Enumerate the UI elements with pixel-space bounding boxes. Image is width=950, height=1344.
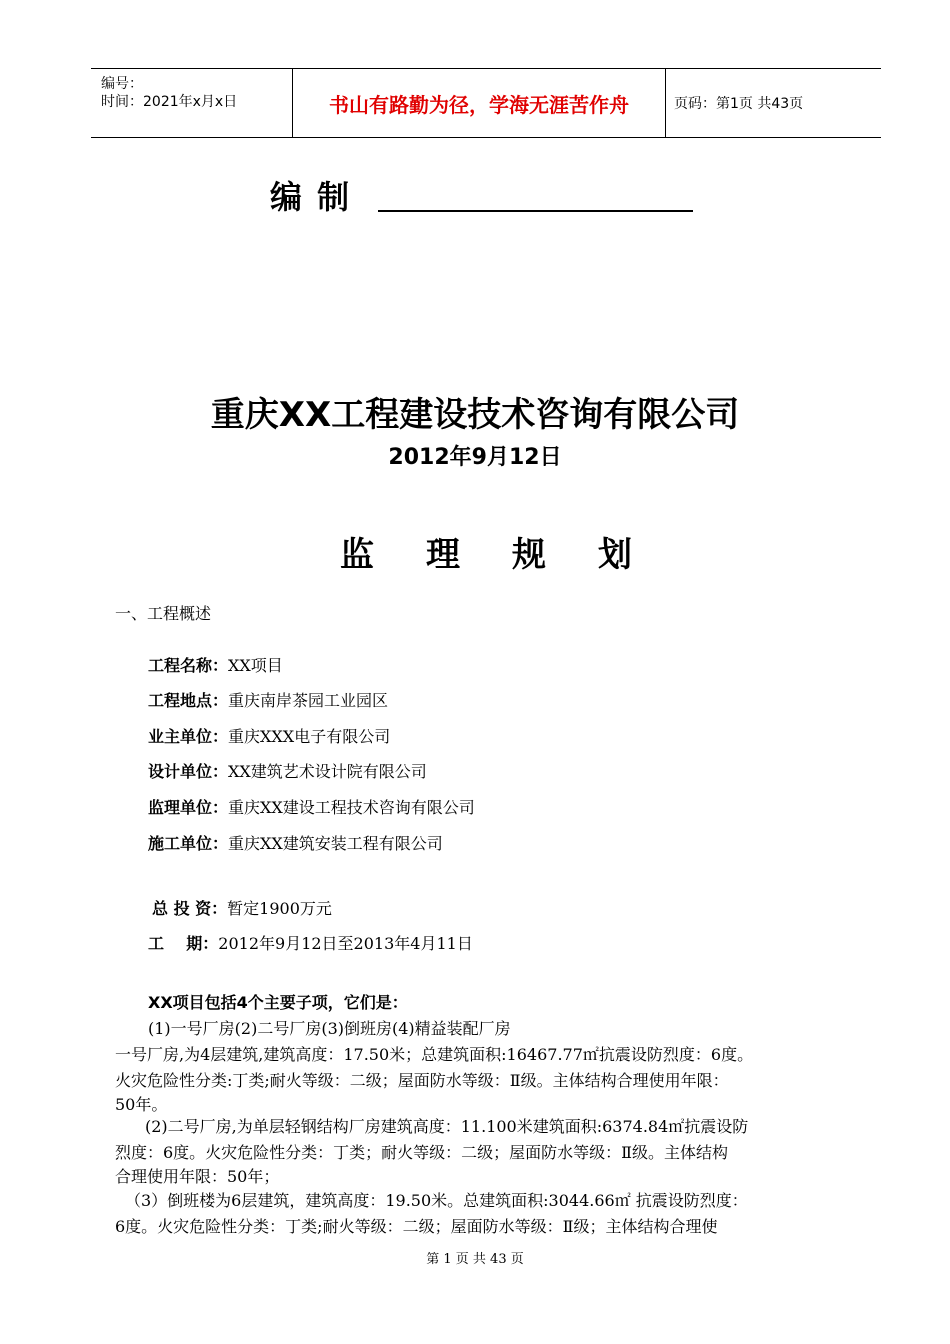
body-line: 火灾危险性分类:丁类;耐火等级：二级；屋面防水等级：Ⅱ级。主体结构合理使用年限： xyxy=(115,1071,729,1090)
field-supervisor xyxy=(148,795,475,818)
field-label: 设计单位： xyxy=(148,762,229,781)
body-line: (1)一号厂房(2)二号厂房(3)倒班房(4)精益装配厂房 xyxy=(148,1019,511,1038)
body-intro: XX项目包括4个主要子项，它们是： xyxy=(148,993,408,1012)
page-header xyxy=(91,68,881,138)
header-motto: 书山有路勤为径，学海无涯苦作舟 xyxy=(292,69,666,137)
document-date: 2012年9月12日 xyxy=(388,445,562,470)
compile-underline xyxy=(378,210,693,212)
field-project-location xyxy=(148,688,388,711)
body-line: 50年。 xyxy=(115,1095,168,1114)
number-label: 编号： xyxy=(101,76,143,92)
section-heading: 一、工程概述 xyxy=(115,604,212,623)
title-char: 规 xyxy=(512,535,546,575)
body-line: 合理使用年限：50年； xyxy=(115,1167,280,1186)
field-owner xyxy=(148,724,390,747)
body-line: 一号厂房,为4层建筑,建筑高度：17.50米；总建筑面积:16467.77㎡抗震设防烈度：6度。 xyxy=(115,1045,754,1064)
document-title xyxy=(340,527,632,576)
field-value: XX建筑艺术设计院有限公司 xyxy=(228,762,427,781)
title-char: 理 xyxy=(426,535,460,575)
body-line: 烈度：6度。火灾危险性分类：丁类；耐火等级：二级；屋面防水等级：Ⅱ级。主体结构 xyxy=(115,1143,729,1162)
field-value: XX项目 xyxy=(228,656,283,675)
field-value: 重庆XXX电子有限公司 xyxy=(228,727,391,746)
field-value: 重庆XX建筑安装工程有限公司 xyxy=(228,834,443,853)
body-line: （3）倒班楼为6层建筑，建筑高度：19.50米。总建筑面积:3044.66㎡ 抗震设防烈度： xyxy=(125,1191,748,1210)
field-value: 暂定1900万元 xyxy=(227,899,332,918)
field-value: 2012年9月12日至2013年4月11日 xyxy=(218,934,473,953)
field-label: 工程名称： xyxy=(148,656,229,675)
body-line: 6度。火灾危险性分类：丁类;耐火等级：二级；屋面防水等级：Ⅱ级；主体结构合理使 xyxy=(115,1217,718,1236)
field-contractor xyxy=(148,831,443,854)
field-investment xyxy=(152,896,332,919)
field-period xyxy=(148,931,473,954)
field-project-name xyxy=(148,653,283,676)
page-footer: 第 1 页 共 43 页 xyxy=(426,1252,524,1267)
field-value: 重庆XX建设工程技术咨询有限公司 xyxy=(228,798,475,817)
header-meta xyxy=(91,69,292,137)
field-label: 总 投 资： xyxy=(152,899,228,918)
header-page-info: 页码：第1页 共43页 xyxy=(674,96,804,112)
compile-label: 编 制 xyxy=(270,178,352,216)
field-designer xyxy=(148,759,427,782)
title-char: 监 xyxy=(340,535,374,575)
company-name: 重庆XX工程建设技术咨询有限公司 xyxy=(210,395,740,435)
field-label: 施工单位： xyxy=(148,834,229,853)
field-label: 业主单位： xyxy=(148,727,229,746)
field-label: 监理单位： xyxy=(148,798,229,817)
field-value: 重庆南岸茶园工业园区 xyxy=(228,691,389,710)
field-label: 工程地点： xyxy=(148,691,229,710)
title-char: 划 xyxy=(598,535,632,575)
field-label: 工 期： xyxy=(148,934,219,953)
time-label: 时间：2021年x月x日 xyxy=(101,94,238,110)
body-line: (2)二号厂房,为单层轻钢结构厂房建筑高度：11.100米建筑面积:6374.84㎡抗震设防 xyxy=(145,1117,749,1136)
